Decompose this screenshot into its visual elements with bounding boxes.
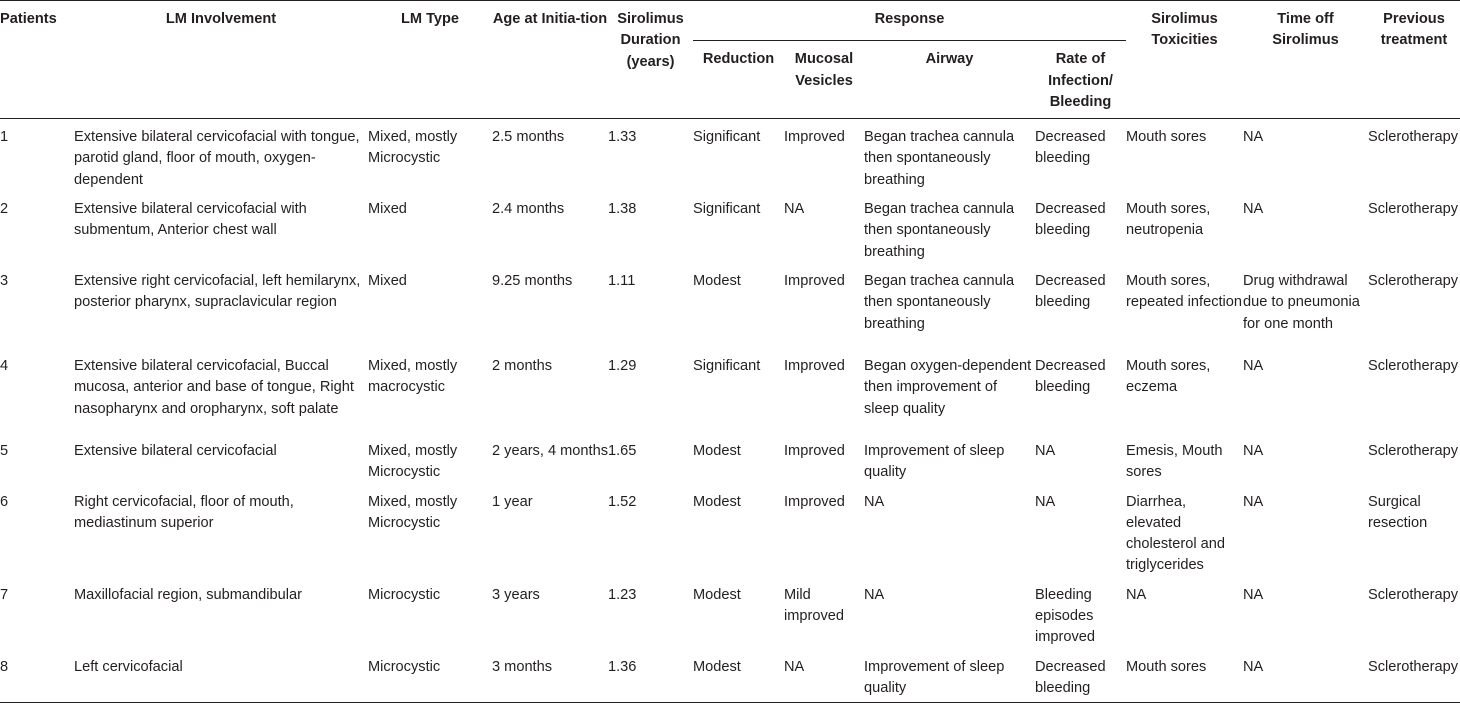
cell-involvement: Left cervicofacial [74, 658, 183, 675]
table-row [0, 433, 1460, 484]
cell-lm-type: Mixed, mostly Microcystic [368, 442, 458, 481]
cell-patient: 3 [0, 272, 9, 289]
header-lm-involvement: LM Involvement [165, 11, 277, 27]
cell-lm-type: Mixed [368, 272, 407, 289]
cell-time-off: Drug withdrawal due to pneumonia for one month [1243, 272, 1360, 332]
cell-toxicities: Diarrhea, elevated cholesterol and triglycerides [1126, 493, 1225, 574]
cell-age: 1 year [492, 493, 533, 510]
cell-age: 2.4 months [492, 201, 565, 218]
table-row [0, 577, 1460, 649]
cell-lm-type: Microcystic [368, 658, 441, 675]
table-row [0, 119, 1460, 191]
cell-time-off: NA [1243, 586, 1264, 603]
cell-toxicities: Mouth sores [1126, 129, 1207, 146]
cell-reduction: Modest [693, 442, 741, 459]
cell-mucosal: Improved [784, 442, 845, 459]
cell-patient: 4 [0, 357, 9, 374]
cell-age: 9.25 months [492, 272, 573, 289]
cell-previous: Surgical resection [1368, 493, 1428, 531]
cell-involvement: Extensive bilateral cervicofacial, Buccal mucosa, anterior and base of tongue, Right nasopharynx and oropharynx, soft palate [74, 357, 354, 417]
cell-involvement: Right cervicofacial, floor of mouth, mediastinum superior [74, 493, 294, 531]
table-row [0, 484, 1460, 577]
cell-age: 3 years [492, 586, 540, 603]
cell-infection: Bleeding episodes improved [1035, 586, 1096, 646]
cell-patient: 8 [0, 658, 9, 675]
cell-time-off: NA [1243, 442, 1264, 459]
cell-duration: 1.29 [608, 357, 637, 374]
cell-toxicities: Mouth sores, repeated infection [1126, 272, 1243, 311]
cell-lm-type: Mixed, mostly macrocystic [368, 357, 458, 396]
header-reduction: Reduction [702, 51, 775, 68]
cell-duration: 1.52 [608, 493, 637, 510]
cell-previous: Sclerotherapy [1368, 357, 1459, 374]
cell-duration: 1.38 [608, 201, 637, 218]
cell-time-off: NA [1243, 493, 1264, 510]
table-row [0, 649, 1460, 703]
cell-mucosal: Improved [784, 357, 845, 374]
cell-lm-type: Mixed, mostly Microcystic [368, 493, 458, 531]
header-age-at-initiation: Age at Initia-tion [492, 11, 608, 27]
header-response: Response [693, 1, 1126, 41]
table-row [0, 263, 1460, 348]
cell-infection: NA [1035, 442, 1056, 459]
cell-involvement: Extensive bilateral cervicofacial with submentum, Anterior chest wall [74, 201, 307, 239]
cell-duration: 1.23 [608, 586, 637, 603]
cell-mucosal: NA [784, 658, 805, 675]
cell-toxicities: Emesis, Mouth sores [1126, 442, 1223, 481]
header-time-off-sirolimus: Time off Sirolimus [1272, 11, 1339, 49]
cell-airway: Began oxygen-dependent then improvement of sleep quality [864, 357, 1032, 417]
cell-airway: Began trachea cannula then spontaneously breathing [864, 201, 1015, 260]
cell-duration: 1.36 [608, 658, 637, 675]
cell-toxicities: Mouth sores, eczema [1126, 357, 1211, 396]
cell-reduction: Modest [693, 658, 741, 675]
cell-mucosal: Improved [784, 129, 845, 146]
cell-airway: Began trachea cannula then spontaneously breathing [864, 272, 1015, 332]
cell-time-off: NA [1243, 201, 1264, 218]
cell-previous: Sclerotherapy [1368, 129, 1459, 146]
table-body [0, 119, 1460, 703]
cell-infection: Decreased bleeding [1035, 658, 1106, 696]
cell-patient: 5 [0, 442, 9, 459]
cell-involvement: Extensive right cervicofacial, left hemilarynx, posterior pharynx, supraclavicular region [74, 272, 361, 311]
cell-mucosal: Improved [784, 272, 845, 289]
cell-previous: Sclerotherapy [1368, 658, 1459, 675]
cell-involvement: Maxillofacial region, submandibular [74, 586, 302, 603]
table-header [0, 1, 1460, 119]
cell-infection: Decreased bleeding [1035, 201, 1106, 239]
cell-lm-type: Mixed, mostly Microcystic [368, 129, 458, 167]
header-mucosal-vesicles: Mucosal Vesicles [794, 51, 854, 89]
cell-airway: Improvement of sleep quality [864, 442, 1005, 481]
cell-toxicities: Mouth sores [1126, 658, 1207, 675]
cell-reduction: Modest [693, 272, 741, 289]
table-row [0, 191, 1460, 263]
header-patients: Patients [0, 11, 57, 27]
cell-infection: NA [1035, 493, 1056, 510]
cell-patient: 2 [0, 201, 9, 218]
cell-infection: Decreased bleeding [1035, 129, 1106, 167]
cell-age: 2.5 months [492, 129, 565, 146]
cell-reduction: Significant [693, 129, 761, 146]
cell-time-off: NA [1243, 129, 1264, 146]
cell-toxicities: NA [1126, 586, 1147, 603]
cell-toxicities: Mouth sores, neutropenia [1126, 201, 1211, 239]
cell-duration: 1.65 [608, 442, 637, 459]
cell-reduction: Significant [693, 201, 761, 218]
cell-previous: Sclerotherapy [1368, 201, 1459, 218]
cell-patient: 1 [0, 129, 9, 146]
cell-lm-type: Mixed [368, 201, 407, 218]
cell-previous: Sclerotherapy [1368, 442, 1459, 459]
cell-previous: Sclerotherapy [1368, 586, 1459, 603]
cell-mucosal: Improved [784, 493, 845, 510]
cell-infection: Decreased bleeding [1035, 357, 1106, 396]
cell-airway: Improvement of sleep quality [864, 658, 1005, 696]
header-infection-bleeding: Rate of Infection/ Bleeding [1048, 51, 1113, 110]
cell-mucosal: Mild improved [784, 586, 845, 625]
cell-reduction: Modest [693, 586, 741, 603]
cell-airway: NA [864, 586, 885, 603]
cell-airway: Began trachea cannula then spontaneously breathing [864, 129, 1015, 188]
cell-age: 2 years, 4 months [492, 442, 608, 459]
header-previous-treatment: Previous treatment [1380, 11, 1448, 49]
cell-duration: 1.11 [608, 272, 636, 289]
cell-reduction: Modest [693, 493, 741, 510]
cell-age: 3 months [492, 658, 553, 675]
cell-involvement: Extensive bilateral cervicofacial [74, 442, 277, 459]
table-row [0, 348, 1460, 433]
cell-lm-type: Microcystic [368, 586, 441, 603]
header-airway: Airway [925, 51, 974, 68]
cell-time-off: NA [1243, 658, 1264, 675]
cell-involvement: Extensive bilateral cervicofacial with tongue, parotid gland, floor of mouth, oxygen-dependent [74, 129, 360, 188]
header-sirolimus-toxicities: Sirolimus Toxicities [1151, 11, 1218, 49]
cell-mucosal: NA [784, 201, 805, 218]
cell-patient: 7 [0, 586, 9, 603]
cell-age: 2 months [492, 357, 553, 374]
cell-infection: Decreased bleeding [1035, 272, 1106, 311]
cell-duration: 1.33 [608, 129, 637, 146]
cell-patient: 6 [0, 493, 9, 510]
header-lm-type: LM Type [400, 11, 460, 27]
cell-airway: NA [864, 493, 885, 510]
header-sirolimus-duration: Sirolimus Duration (years) [617, 11, 684, 70]
cell-time-off: NA [1243, 357, 1264, 374]
cell-reduction: Significant [693, 357, 761, 374]
cell-previous: Sclerotherapy [1368, 272, 1459, 289]
